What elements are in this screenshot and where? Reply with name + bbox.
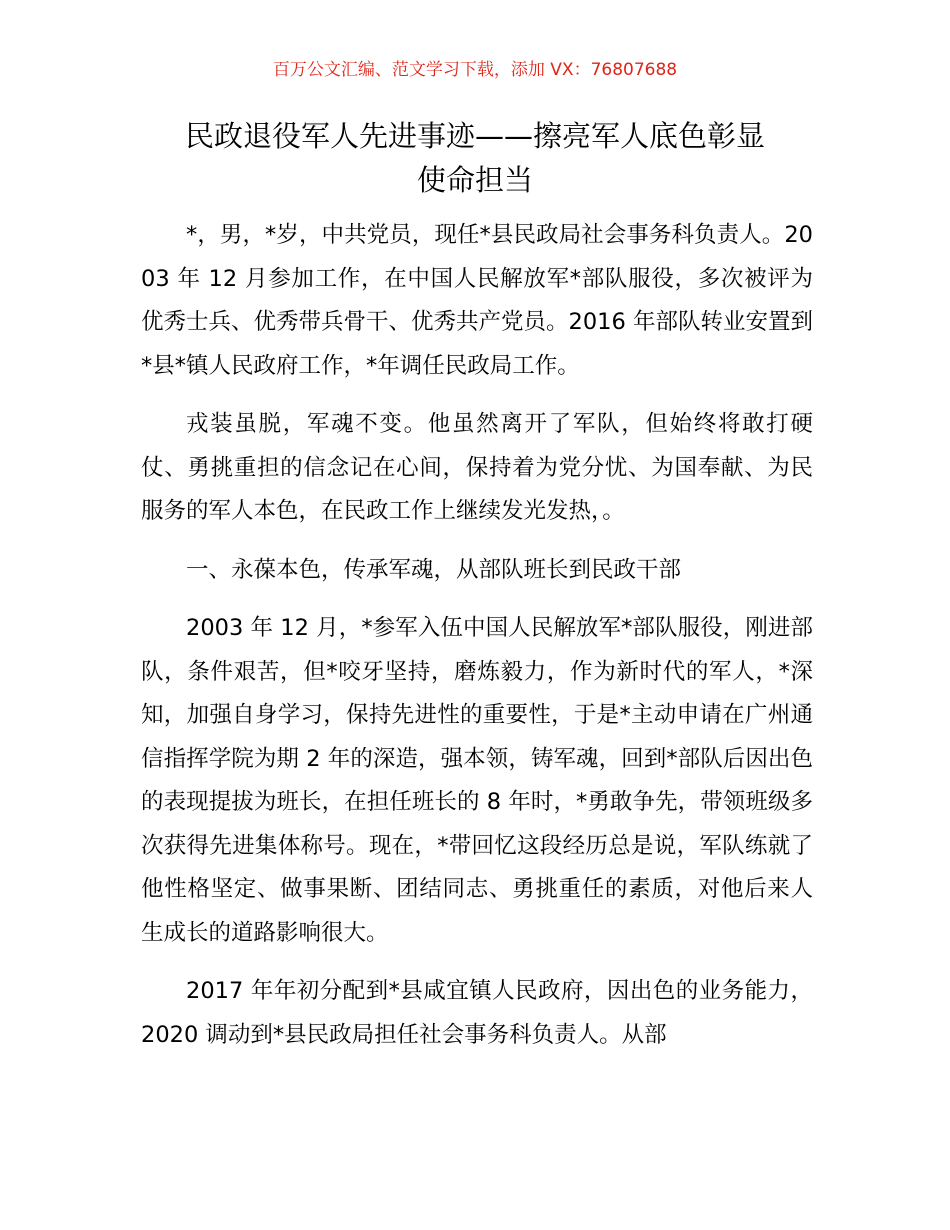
paragraph-spirit: 戎装虽脱，军魂不变。他虽然离开了军队，但始终将敢打硬仗、勇挑重担的信念记在心间，保持着为党分忧、为国奉献、为民服务的军人本色，在民政工作上继续发光发热，。	[141, 411, 813, 524]
paragraph-army-service: 2003 年 12 月，*参军入伍中国人民解放军*部队服役，刚进部队，条件艰苦，但*咬牙坚持，磨炼毅力，作为新时代的军人，*深知，加强自身学习，保持先进性的重要性，于是*主动申请在广州通信指挥学院为期 2 年的深造，强本领，铸军魂，回到*部队后因出色的表现提拔为班长，在担任班长的 8 年时，*勇敢争先，带领班级多次获得先进集体称号。现在，*带回忆这段经历总是说，军队练就了他性格坚定、做事果断、团结同志、勇挑重任的素质，对他后来人生成长的道路影响很大。	[141, 615, 813, 946]
document-body	[141, 214, 813, 1072]
paragraph-civil-affairs: 2017 年年初分配到*县咸宜镇人民政府，因出色的业务能力，2020 调动到*县民政局担任社会事务科负责人。从部	[141, 978, 813, 1048]
title-line-2: 使命担当	[416, 163, 533, 197]
title-line-1: 民政退役军人先进事迹——擦亮军人底色彰显	[184, 119, 765, 153]
header-banner: 百万公文汇编、范文学习下载，添加 VX：76807688	[272, 60, 678, 80]
document-title	[60, 114, 890, 202]
paragraph-intro: *，男，*岁，中共党员，现任*县民政局社会事务科负责人。2003 年 12 月参加工作，在中国人民解放军*部队服役，多次被评为优秀士兵、优秀带兵骨干、优秀共产党员。2016 年部队转业安置到*县*镇人民政府工作，*年调任民政局工作。	[141, 222, 813, 379]
section-heading: 一、永葆本色，传承军魂，从部队班长到民政干部	[186, 556, 682, 583]
